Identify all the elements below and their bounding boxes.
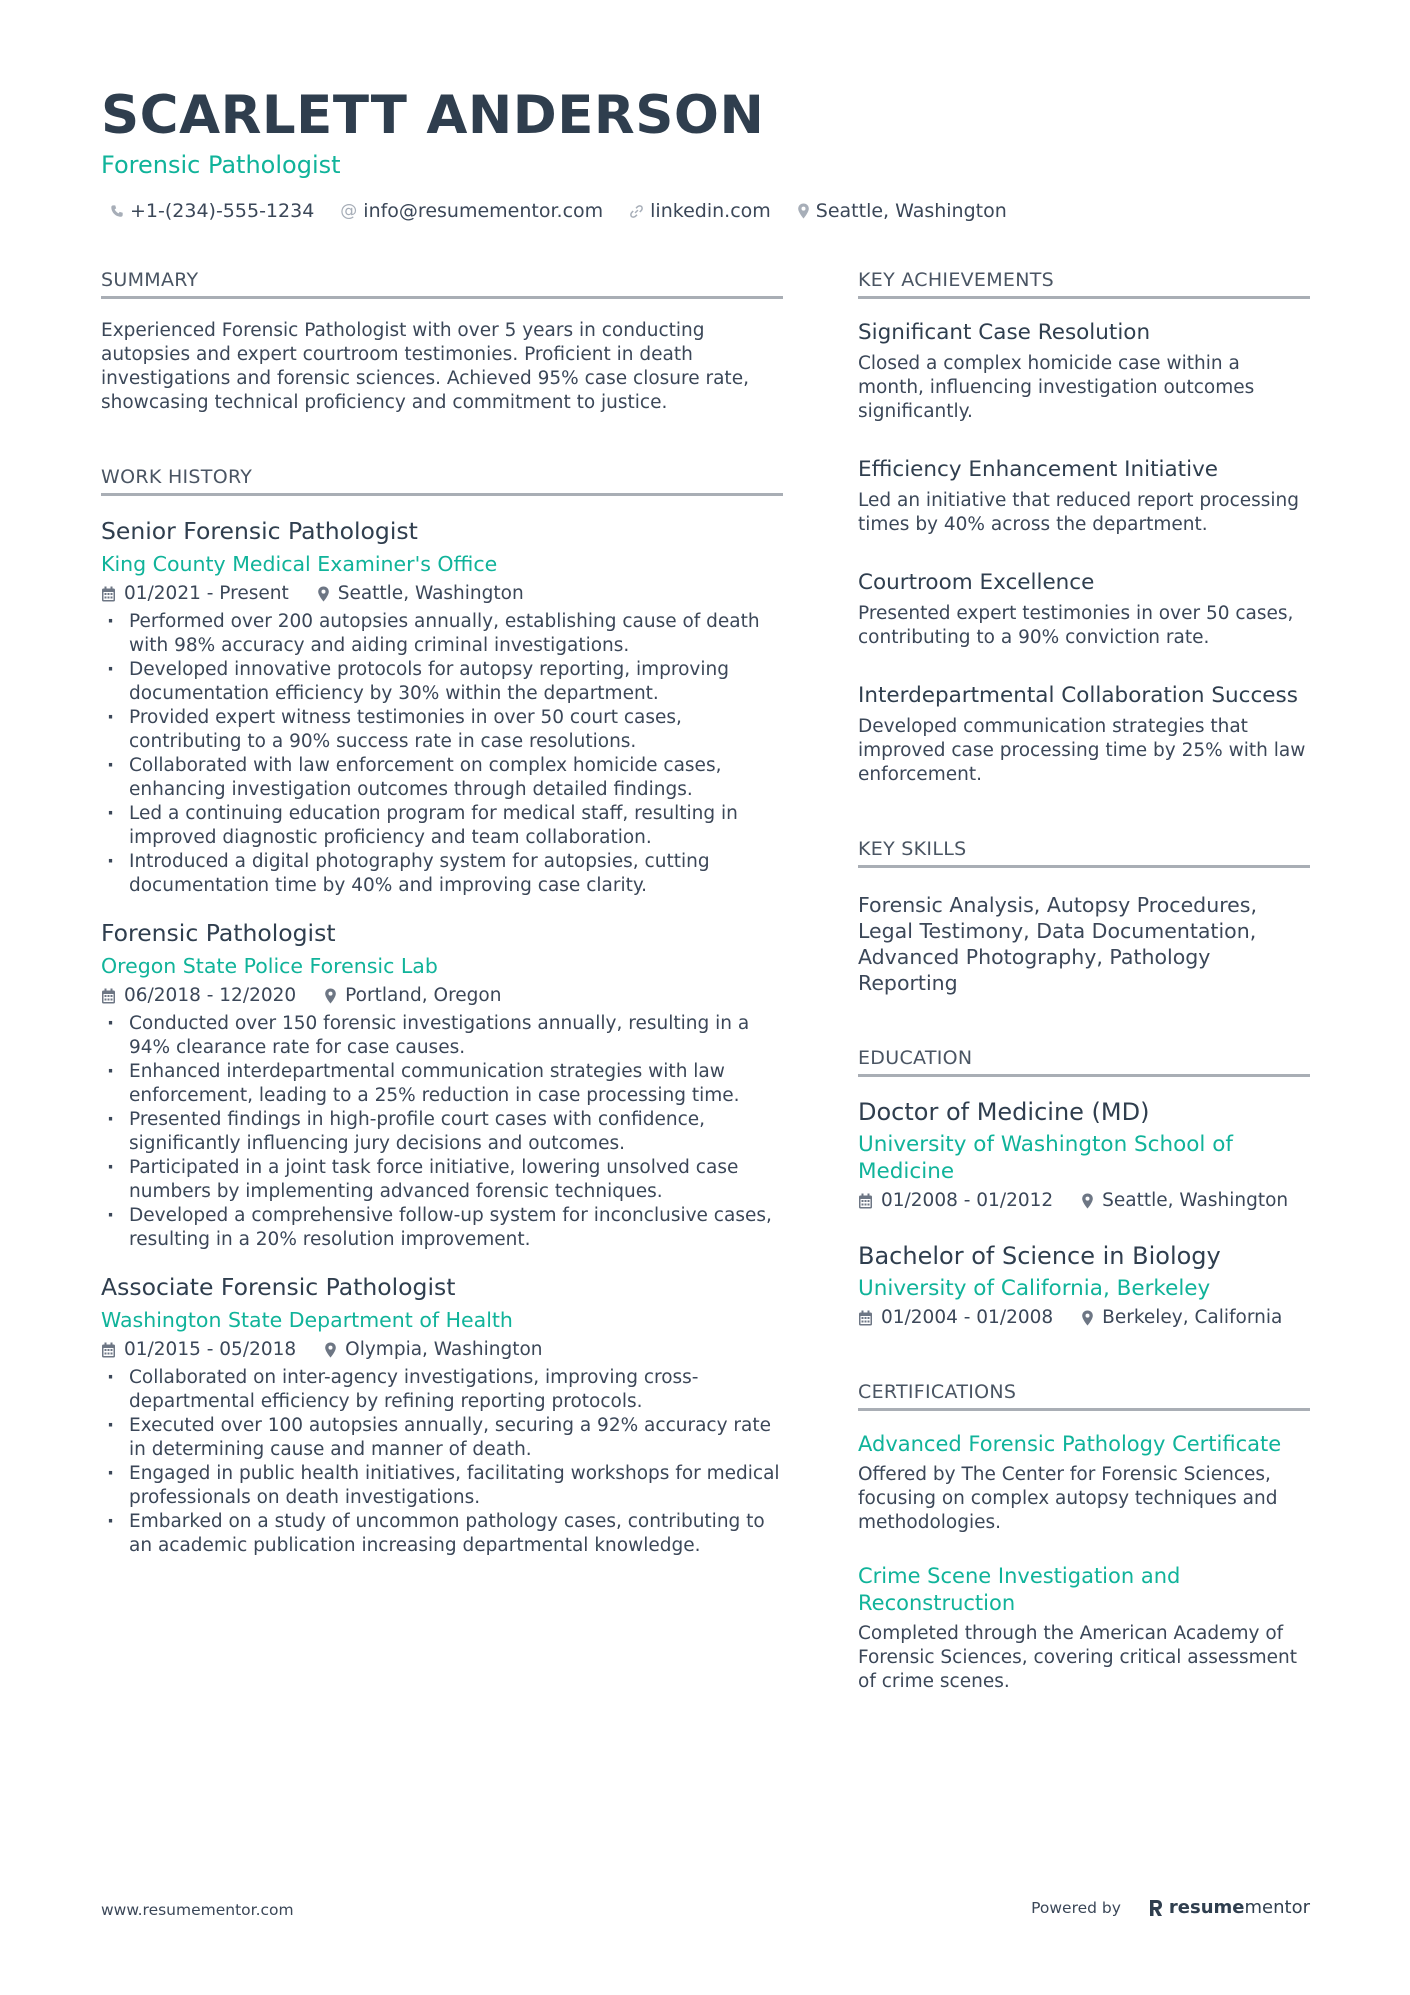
education-heading: EDUCATION [858,1046,1310,1077]
footer-website[interactable]: www.resumementor.com [101,1901,294,1919]
job-title: Associate Forensic Pathologist [101,1273,456,1301]
job-bullet: · Developed innovative protocols for autopsy reporting, improving documentation efficiency by 30% within the department. [101,658,783,706]
education-location: Seattle, Washington [1102,1190,1289,1211]
job-bullets [101,1012,783,1252]
job-meta [101,1338,783,1362]
job-bullet: · Developed a comprehensive follow-up system for inconclusive cases, resulting in a 20% resolution improvement. [101,1204,783,1252]
job-bullet: · Embarked on a study of uncommon pathology cases, contributing to an academic publication increasing departmental knowledge. [101,1510,783,1558]
education-school: University of Washington School of Medicine [858,1132,1233,1184]
achievement-desc: Developed communication strategies that improved case processing time by 25% with law enforcement. [858,716,1306,785]
footer-branding [1031,1896,1310,1920]
key-achievements-heading: KEY ACHIEVEMENTS [858,268,1310,299]
job-dates: 01/2015 - 05/2018 [124,1339,297,1360]
certification-title: Crime Scene Investigation and Reconstruction [858,1564,1181,1615]
job-meta [101,984,783,1008]
job-bullet: · Executed over 100 autopsies annually, securing a 92% accuracy rate in determining cause and manner of death. [101,1414,783,1462]
calendar-icon [101,586,116,602]
location-pin-icon [1081,1193,1094,1209]
achievement-title: Significant Case Resolution [858,320,1151,345]
location-pin-icon [797,203,810,219]
job-bullet: · Participated in a joint task force initiative, lowering unsolved case numbers by implementing advanced forensic techniques. [101,1156,783,1204]
certification-desc: Offered by The Center for Forensic Sciences, focusing on complex autopsy techniques and methodologies. [858,1464,1278,1533]
job-bullet: · Collaborated on inter-agency investigations, improving cross-departmental efficiency by refining reporting protocols. [101,1366,783,1414]
calendar-icon [101,988,116,1004]
job-bullet: · Performed over 200 autopsies annually, establishing cause of death with 98% accuracy and aiding criminal investigations. [101,610,783,658]
candidate-title: Forensic Pathologist [101,151,341,179]
contact-email[interactable] [340,198,603,224]
job-location: Portland, Oregon [345,985,502,1006]
job-location: Olympia, Washington [345,1339,543,1360]
education-meta [858,1306,1310,1330]
education-item [858,1097,1310,1213]
link-icon [629,204,644,219]
job-bullet: · Enhanced interdepartmental communication strategies with law enforcement, leading to a 25% reduction in case processing time. [101,1060,783,1108]
job-company: Washington State Department of Health [101,1308,513,1332]
education-dates: 01/2004 - 01/2008 [881,1307,1054,1328]
achievement-title: Interdepartmental Collaboration Success [858,683,1298,708]
left-column [101,268,783,1558]
location-pin-icon [324,988,337,1004]
contact-phone-text: +1-(234)-555-1234 [130,200,315,222]
job-meta [101,582,783,606]
location-pin-icon [324,1342,337,1358]
achievement-item [858,319,1310,424]
job-bullet: · Introduced a digital photography system for autopsies, cutting documentation time by 40% and improving case clarity. [101,850,783,898]
achievement-desc: Led an initiative that reduced report processing times by 40% across the department. [858,490,1300,535]
job-location: Seattle, Washington [337,583,524,604]
contact-linkedin[interactable] [629,198,771,224]
contact-linkedin-text: linkedin.com [650,200,771,222]
job-bullet: · Collaborated with law enforcement on complex homicide cases, enhancing investigation outcomes through detailed findings. [101,754,783,802]
education-item [858,1241,1310,1330]
phone-icon [110,204,124,218]
at-icon: @ [340,201,358,221]
certification-item [858,1563,1310,1694]
job-bullets [101,1366,783,1558]
achievement-title: Courtroom Excellence [858,570,1095,595]
certification-item [858,1431,1310,1535]
certification-title: Advanced Forensic Pathology Certificate [858,1432,1282,1456]
achievement-item [858,682,1310,787]
location-pin-icon [1081,1310,1094,1326]
job-dates: 06/2018 - 12/2020 [124,985,297,1006]
contact-location [797,198,1007,224]
brand-mark-icon [1149,1899,1163,1917]
achievement-desc: Presented expert testimonies in over 50 cases, contributing to a 90% conviction rate. [858,603,1294,648]
contact-bar [110,198,1033,224]
education-school: University of California, Berkeley [858,1276,1211,1301]
job-entry [101,918,783,1252]
calendar-icon [858,1310,873,1326]
work-history-heading: WORK HISTORY [101,465,783,496]
contact-location-text: Seattle, Washington [815,200,1007,222]
job-bullet: · Conducted over 150 forensic investigations annually, resulting in a 94% clearance rate for case causes. [101,1012,783,1060]
contact-email-text: info@resumementor.com [363,200,604,222]
powered-by-label: Powered by [1031,1899,1121,1917]
job-bullet: · Provided expert witness testimonies in over 50 court cases, contributing to a 90% success rate in case resolutions. [101,706,783,754]
job-title: Senior Forensic Pathologist [101,517,418,545]
job-company: King County Medical Examiner's Office [101,552,498,576]
education-degree: Bachelor of Science in Biology [858,1242,1221,1270]
job-bullets [101,610,783,898]
brand-name-part1: resume [1168,1897,1245,1918]
education-meta [858,1189,1310,1213]
achievement-item [858,456,1310,537]
job-dates: 01/2021 - Present [124,583,289,604]
brand-logo[interactable] [1149,1896,1310,1920]
education-degree: Doctor of Medicine (MD) [858,1098,1150,1126]
achievement-desc: Closed a complex homicide case within a month, influencing investigation outcomes significantly. [858,353,1255,422]
education-location: Berkeley, California [1102,1307,1283,1328]
job-bullet: · Presented findings in high-profile court cases with confidence, significantly influencing jury decisions and outcomes. [101,1108,783,1156]
job-company: Oregon State Police Forensic Lab [101,954,438,978]
certifications-heading: CERTIFICATIONS [858,1380,1310,1411]
job-bullet: · Led a continuing education program for medical staff, resulting in improved diagnostic proficiency and team collaboration. [101,802,783,850]
contact-phone [110,198,314,224]
summary-heading: SUMMARY [101,268,783,299]
brand-name-part2: mentor [1244,1897,1310,1918]
candidate-name: SCARLETT ANDERSON [101,85,765,146]
key-skills-heading: KEY SKILLS [858,837,1310,868]
job-entry [101,1272,783,1558]
job-entry [101,516,783,898]
skills-text: Forensic Analysis, Autopsy Procedures, Legal Testimony, Data Documentation, Advanced Photography, Pathology Reporting [858,893,1257,995]
calendar-icon [101,1342,116,1358]
job-title: Forensic Pathologist [101,919,336,947]
calendar-icon [858,1193,873,1209]
location-pin-icon [317,586,330,602]
job-bullet: · Engaged in public health initiatives, facilitating workshops for medical professionals on death investigations. [101,1462,783,1510]
achievement-item [858,569,1310,650]
education-dates: 01/2008 - 01/2012 [881,1190,1054,1211]
summary-text: Experienced Forensic Pathologist with over 5 years in conducting autopsies and expert courtroom testimonies. Proficient in death investigations and forensic sciences. Achieved 95% case closure rate, showcasing technical proficiency and commitment to justice. [101,320,749,413]
right-column [858,268,1310,1694]
certification-desc: Completed through the American Academy of Forensic Sciences, covering critical assessment of crime scenes. [858,1623,1297,1692]
achievement-title: Efficiency Enhancement Initiative [858,457,1219,482]
